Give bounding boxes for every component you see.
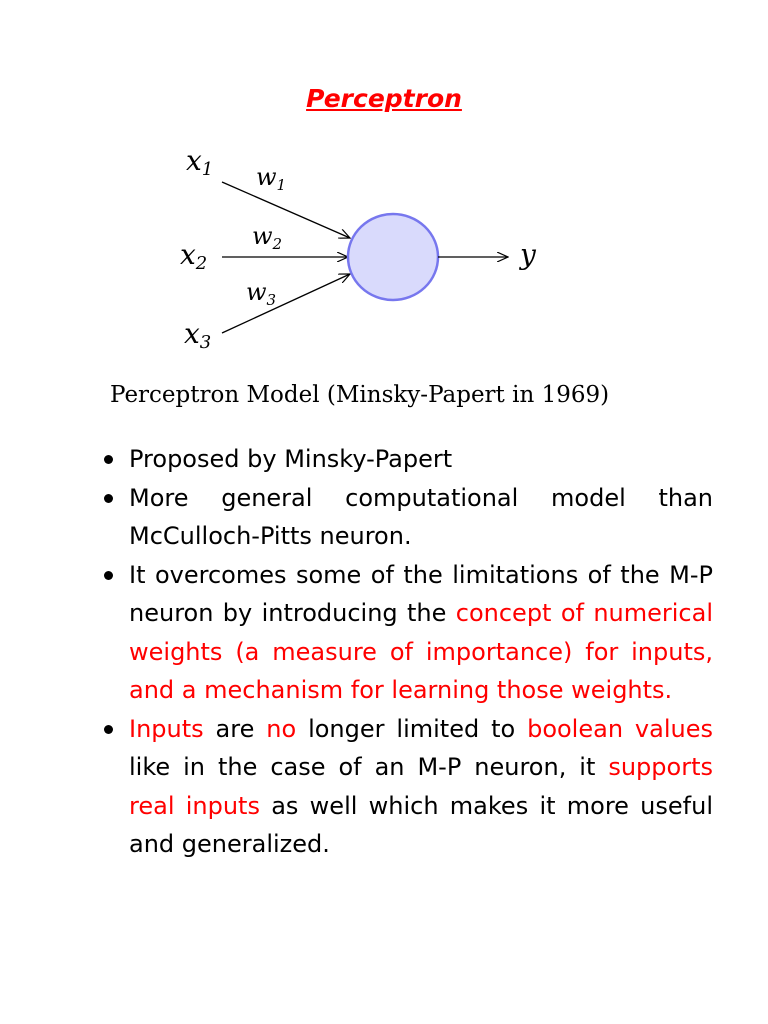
figure-caption: Perceptron Model (Minsky-Papert in 1969) xyxy=(110,382,610,408)
bullet-text: More general computational model than McCulloch-Pitts neuron. xyxy=(129,483,713,550)
highlighted-text: Inputs xyxy=(129,714,204,743)
bullet-text: It overcomes some of the limitations of the M-P neuron by introducing the xyxy=(129,560,713,627)
bullet-text: as well which makes it more useful and generalized. xyxy=(129,791,713,858)
neuron-node xyxy=(348,214,438,300)
output-label-y: y xyxy=(520,238,536,271)
page-title: Perceptron xyxy=(306,84,462,113)
bullet-text: are xyxy=(203,714,267,743)
bullet-text: like in the case of an M-P neuron, it xyxy=(129,753,609,781)
bullet-dot xyxy=(104,494,113,503)
bullet-item xyxy=(100,556,713,710)
highlighted-text: boolean values xyxy=(527,714,713,743)
bullet-text: longer limited to xyxy=(296,714,528,743)
bullet-dot xyxy=(104,571,113,580)
input-arrow-3 xyxy=(222,274,350,333)
weight-label-w2: $w_2$ xyxy=(252,222,283,253)
bullet-dot xyxy=(104,455,113,464)
weight-label-w1: $w_1$ xyxy=(256,163,287,194)
highlighted-text: concept of numerical weights (a measure of importance) for inputs, and a mechanism for learning those weights. xyxy=(129,599,713,704)
input-label-x3: x3 xyxy=(184,317,212,353)
bullet-list xyxy=(100,440,713,864)
weight-label-w3: $w_3$ xyxy=(246,278,277,309)
bullet-item xyxy=(100,479,713,556)
highlighted-text: no xyxy=(266,714,297,743)
bullet-item xyxy=(100,710,713,864)
input-label-x1: x1 xyxy=(186,144,214,180)
bullet-text: Proposed by Minsky-Papert xyxy=(129,445,453,473)
input-label-x2: x2 xyxy=(180,238,208,274)
highlighted-text: supports real inputs xyxy=(129,753,713,820)
bullet-item xyxy=(100,440,713,479)
bullet-dot xyxy=(104,725,113,734)
perceptron-diagram xyxy=(100,140,660,420)
